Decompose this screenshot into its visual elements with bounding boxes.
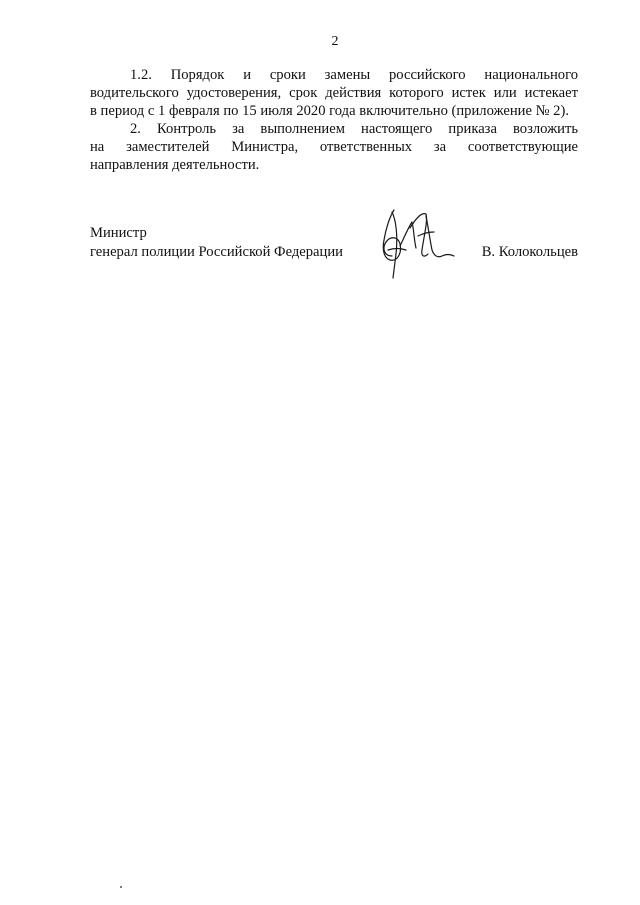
scan-speck [120,886,122,888]
paragraph-line: 2. Контроль за выполнением настоящего приказа возложить [130,121,578,137]
signatory-rank: генерал полиции Российской Федерации [90,244,343,260]
document-body [90,66,578,174]
signatory-title: Министр [90,225,147,241]
paragraph-2 [90,120,578,174]
handwritten-signature-icon [372,206,458,280]
paragraph-line: в период с 1 февраля по 15 июля 2020 года включительно (приложение № 2). [90,103,569,119]
paragraph-line: 1.2. Порядок и сроки замены российского национального [130,67,578,83]
paragraph-line: водительского удостоверения, срок действия которого истек или истекает [90,85,578,101]
paragraph-1-2 [90,66,578,120]
paragraph-line: на заместителей Министра, ответственных за соответствующие [90,139,578,155]
paragraph-line: направления деятельности. [90,157,260,173]
page-number: 2 [331,34,339,49]
signatory-name: В. Колокольцев [481,244,578,260]
